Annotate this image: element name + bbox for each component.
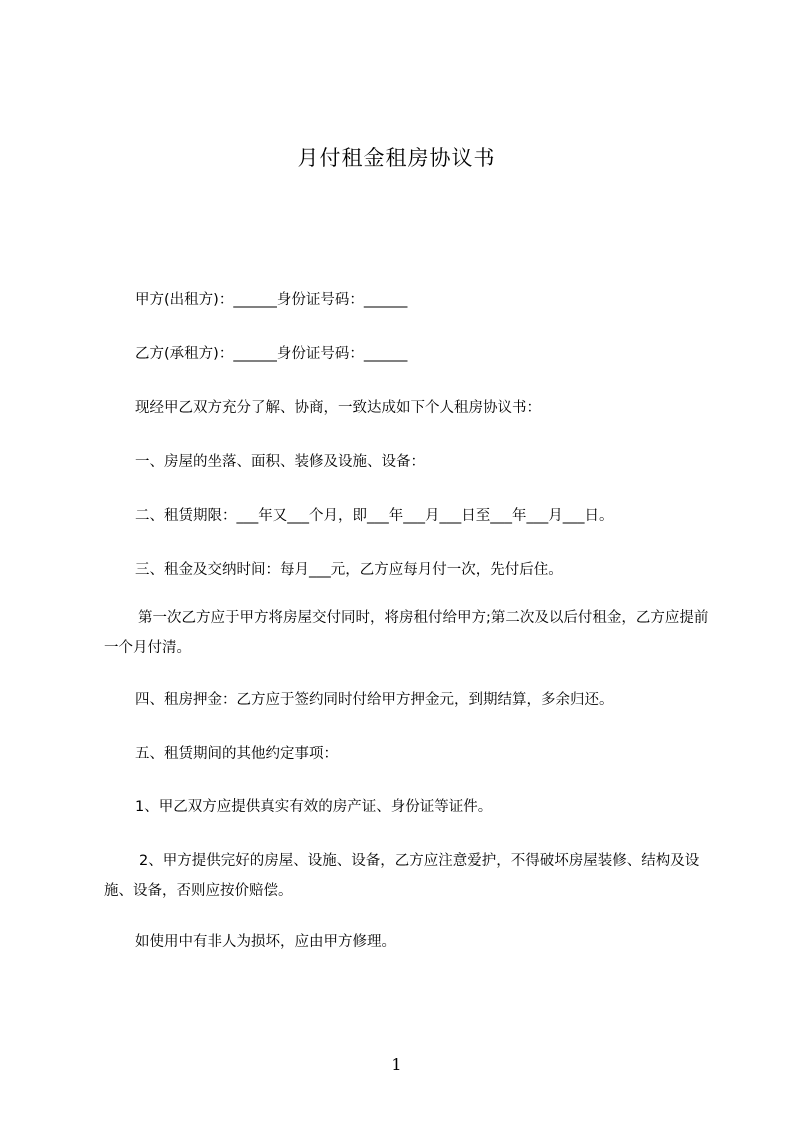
clause-5: 五、租赁期间的其他约定事项：: [135, 746, 338, 762]
page-number: 1: [391, 1055, 402, 1074]
item-2-note: 如使用中有非人为损坏，应由甲方修理。: [135, 934, 396, 950]
clause-1: 一、房屋的坐落、面积、装修及设施、设备：: [135, 454, 425, 470]
party-b-line: 乙方(承租方)：______身份证号码：______: [135, 346, 408, 362]
party-a-line: 甲方(出租方)：______身份证号码：______: [135, 292, 408, 308]
clause-3: 三、租金及交纳时间：每月___元，乙方应每月付一次，先付后住。: [135, 562, 563, 578]
document-title: 月付租金租房协议书: [297, 146, 496, 170]
intro-paragraph: 现经甲乙双方充分了解、协商，一致达成如下个人租房协议书：: [135, 400, 541, 416]
clause-4: 四、租房押金：乙方应于签约同时付给甲方押金元，到期结算，多余归还。: [135, 692, 614, 708]
clause-2: 二、租赁期限：___年又___个月，即___年___月___日至___年___月___日。: [135, 508, 614, 524]
item-2: 2、甲方提供完好的房屋、设施、设备，乙方应注意爱护，不得破坏房屋装修、结构及设施、设备，否则应按价赔偿。: [104, 853, 700, 899]
clause-3-detail: 第一次乙方应于甲方将房屋交付同时，将房租付给甲方;第二次及以后付租金，乙方应提前一个月付清。: [104, 610, 709, 656]
item-1: 1、甲乙双方应提供真实有效的房产证、身份证等证件。: [135, 799, 493, 815]
